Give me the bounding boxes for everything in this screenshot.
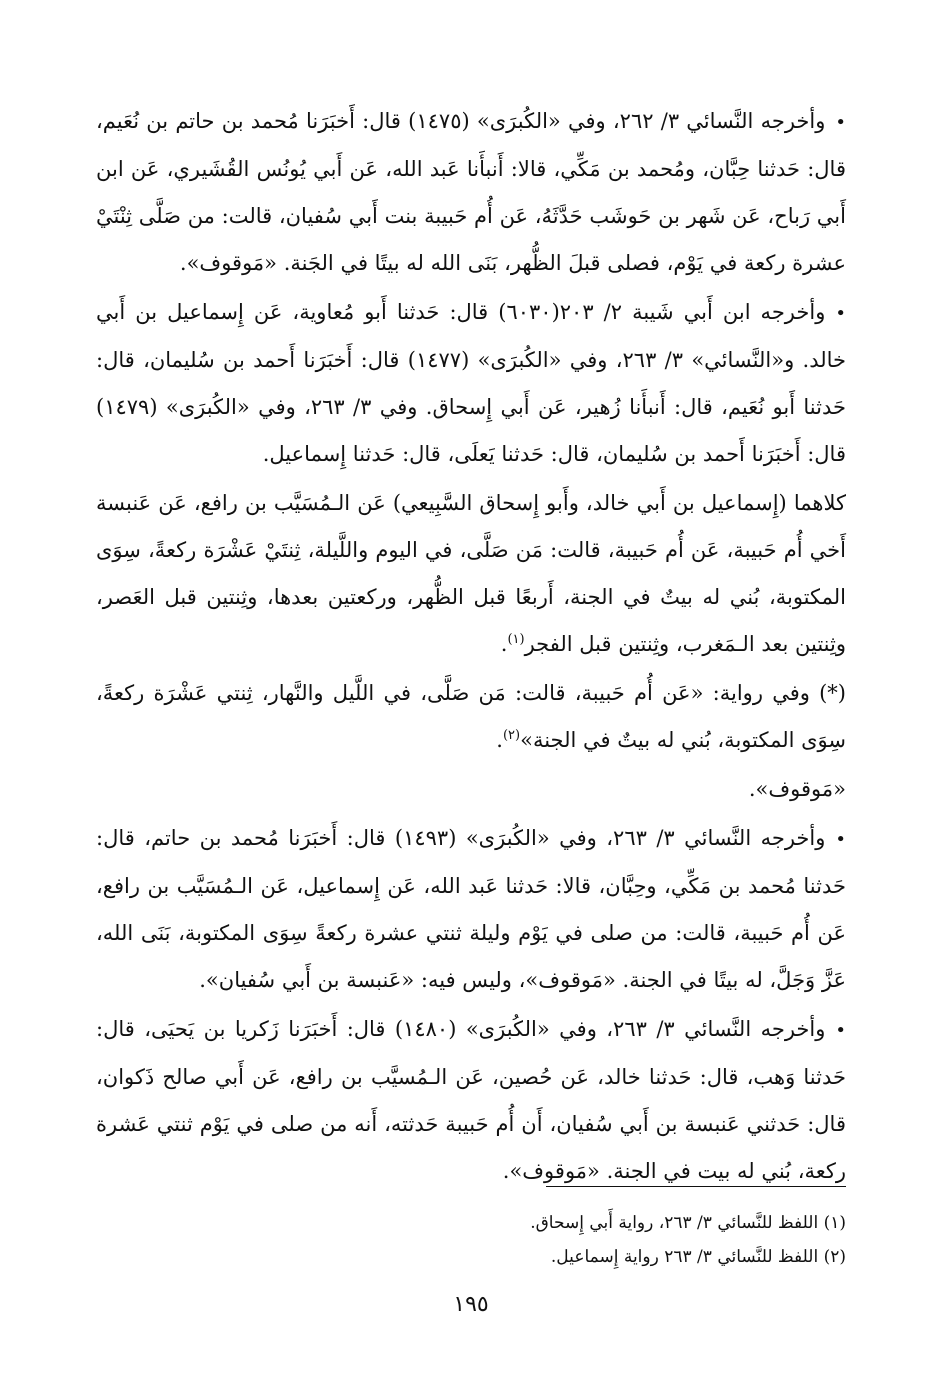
footnotes xyxy=(96,1206,846,1274)
mawquf-label: «مَوقوف». xyxy=(748,777,846,801)
page-number: ١٩٥ xyxy=(453,1292,489,1317)
paragraph-nasai-1480 xyxy=(96,1006,846,1195)
bullet-icon: • xyxy=(835,303,846,324)
paragraph-text: كلاهما (إِسماعيل بن أَبي خالد، وأَبو إِسحاق السَّبِيعي) عَن الـمُسَيَّب بن رافع، عَن عَنبسة أَخي أُم حَبيبة، عَن أُم حَبيبة، قالت: مَن صَلَّى، في اليوم واللَّيلة، ثِنتَيْ عَشْرَة ركعةً، سِوَى المكتوبة، بُني له بيتٌ في الجنة، أَربعًا قبل الظُّهر، وركعتين بعدها، وثِنتين قبل العَصر، وثِنتين بعد الـمَغرب، وثِنتين قبل الفجر xyxy=(96,491,846,656)
paragraph-text: وأخرجه النَّسائي ٣/ ٢٦٣، وفي «الكُبرَى» (١٤٨٠) قال: أَخبَرَنا زَكريا بن يَحيَى، قال: حَدثنا وَهب، قال: حَدثنا خالد، عَن حُصين، عَن الـمُسيَّب بن رافع، عَن أَبي صالح ذَكوان، قال: حَدثني عَنبسة بن أَبي سُفيان، أَن أُم حَبيبة حَدثته، أَنه من صلى في يَوْم ثنتي عَشرة ركعة، بُني له بيت في الجنة. «مَوقوف». xyxy=(96,1017,846,1183)
footnote-divider xyxy=(546,1186,846,1187)
bullet-icon: • xyxy=(835,1020,846,1041)
paragraph-nasai-1493 xyxy=(96,815,846,1004)
paragraph-kilahuma xyxy=(96,480,846,668)
paragraph-tail: . xyxy=(500,632,508,656)
paragraph-text: وأخرجه ابن أَبي شَيبة ٢/ ٢٠٣(٦٠٣٠) قال: حَدثنا أَبو مُعاوية، عَن إِسماعيل بن أَبي خالد. و«النَّسائي» ٣/ ٢٦٣، وفي «الكُبرَى» (١٤٧٧) قال: أَخبَرَنا أَحمد بن سُليمان، قال: حَدثنا أَبو نُعَيم، قال: أَنبأَنا زُهير، عَن أَبي إِسحاق. وفي ٣/ ٢٦٣، وفي «الكُبرَى» (١٤٧٩) قال: أَخبَرَنا أَحمد بن سُليمان، قال: حَدثنا يَعلَى، قال: حَدثنا إِسماعيل. xyxy=(96,300,846,466)
paragraph-ibn-abi-shayba xyxy=(96,289,846,478)
paragraph-text: وأخرجه النَّسائي ٣/ ٢٦٢، وفي «الكُبرَى» (١٤٧٥) قال: أَخبَرَنا مُحمد بن حاتم بن نُعَيم، قال: حَدثنا حِبَّان، ومُحمد بن مَكِّي، قالا: أَنبأَنا عَبد الله، عَن أَبي يُونُس القُشَيري، عَن ابن أَبي رَباح، عَن شَهر بن حَوشَب حَدَّثَهُ، عَن أُم حَبيبة بنت أَبي سُفيان، قالت: من صَلَّى ثِنْتَيْ عشرة ركعة في يَوْم، فصلى قبلَ الظُّهر، بَنَى الله له بيتًا في الجَنة. «مَوقوف». xyxy=(96,109,846,275)
footnote-ref-1[interactable]: (١) xyxy=(507,632,525,647)
paragraph-text: (*) وفي رواية: «عَن أُم حَبيبة، قالت: مَن صَلَّى، في اللَّيل والنَّهار، ثِنتي عَشْرَة ركعةً، سِوَى المكتوبة، بُني له بيتٌ في الجنة» xyxy=(96,681,846,752)
bullet-icon: • xyxy=(835,112,846,133)
paragraph-riwaya xyxy=(96,670,846,764)
footnote-ref-2[interactable]: (٢) xyxy=(502,728,521,743)
footnote-2: (٢) اللفظ للنَّسائي ٣/ ٢٦٣ رواية إِسماعيل. xyxy=(550,1247,846,1267)
paragraph-tail: . xyxy=(496,728,503,752)
paragraph-nasai-1475 xyxy=(96,98,846,287)
footnote-1: (١) اللفظ للنَّسائي ٣/ ٢٦٣، رواية أَبي إِسحاق. xyxy=(530,1213,846,1233)
bullet-icon: • xyxy=(835,829,847,850)
main-text xyxy=(96,98,846,1197)
paragraph-text: وأخرجه النَّسائي ٣/ ٢٦٣، وفي «الكُبرَى» (١٤٩٣) قال: أَخبَرَنا مُحمد بن حاتم، قال: حَدثنا مُحمد بن مَكِّي، وحِبَّان، قالا: حَدثنا عَبد الله، عَن إِسماعيل، عَن الـمُسَيَّب بن رافع، عَن أُم حَبيبة، قالت: من صلى في يَوْم وليلة ثنتي عشرة ركعةً سِوَى المكتوبة، بَنَى الله، عَزَّ وَجَلَّ، له بيتًا في الجنة. «مَوقوف»، وليس فيه: «عَنبسة بن أَبي سُفيان». xyxy=(96,826,846,992)
